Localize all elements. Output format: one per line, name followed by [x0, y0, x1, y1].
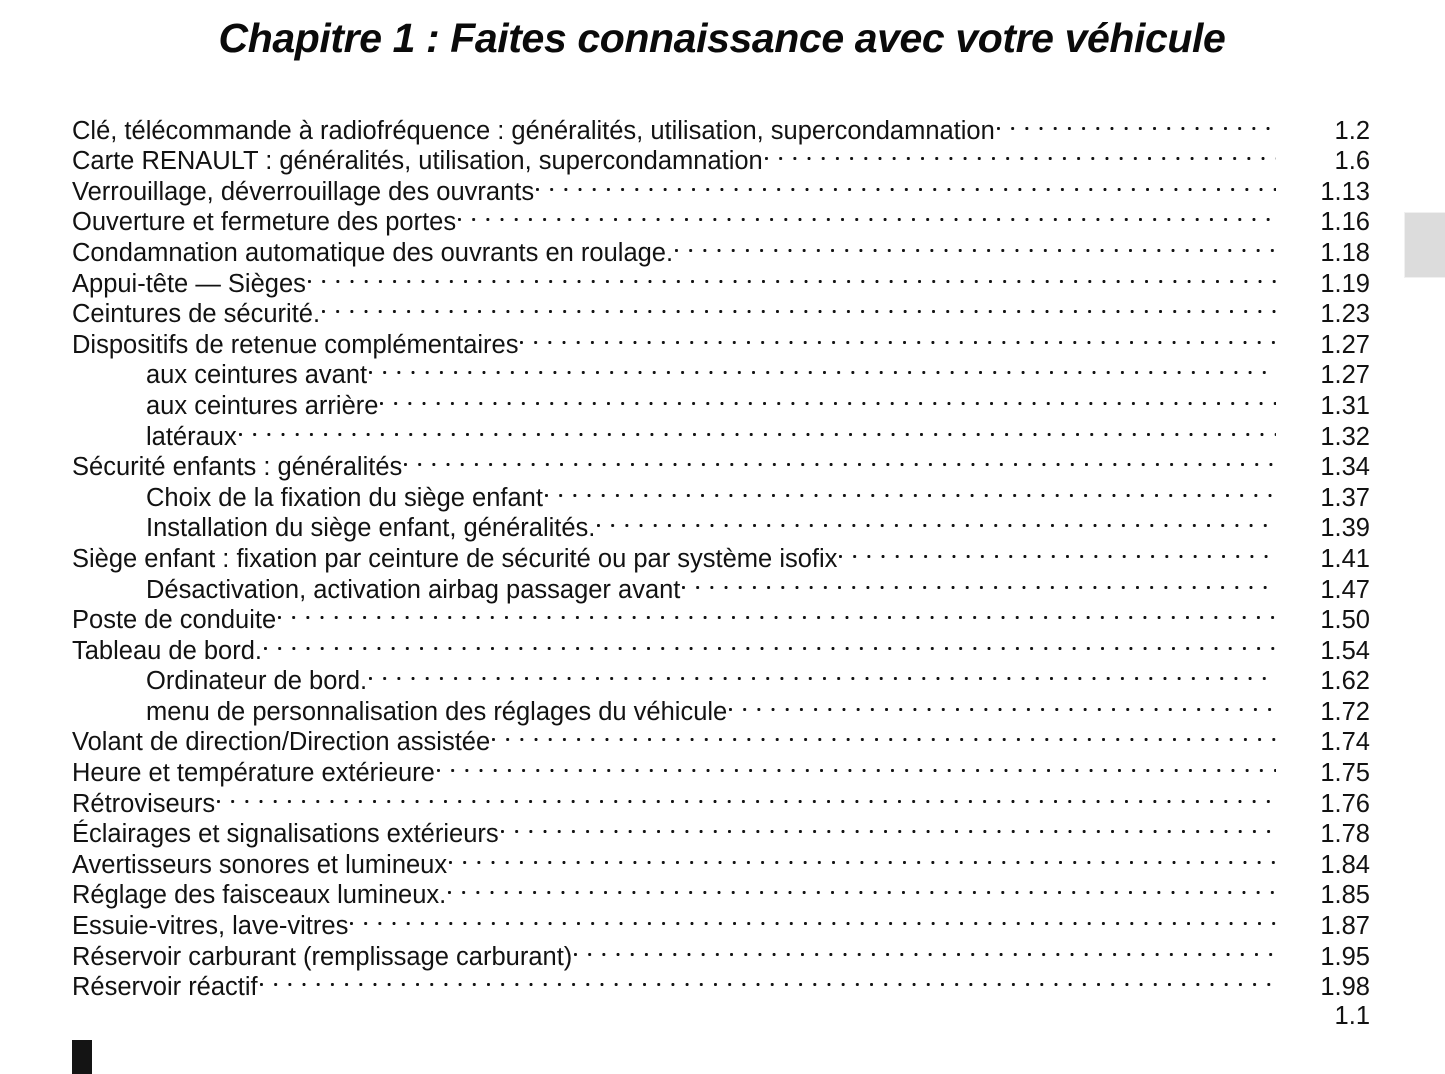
- toc-entry[interactable]: [72, 108, 1370, 145]
- toc-entry-label: Siège enfant : fixation par ceinture de sécurité ou par système isofix: [72, 544, 838, 573]
- toc-entry-label: Ceintures de sécurité.: [72, 300, 321, 329]
- toc-leader-dots: [574, 934, 1276, 965]
- toc-entry-page-number: 1.54: [1320, 636, 1370, 665]
- toc-entry-label: menu de personnalisation des réglages du véhicule: [146, 697, 728, 726]
- toc-entry[interactable]: [72, 445, 1370, 482]
- toc-entry[interactable]: [72, 781, 1370, 818]
- toc-leader-dots: [997, 108, 1276, 139]
- toc-entry-label: Installation du siège enfant, généralités.: [146, 514, 596, 543]
- toc-entry-label: aux ceintures arrière: [146, 391, 379, 420]
- toc-leader-dots: [839, 536, 1276, 567]
- toc-leader-dots: [449, 842, 1276, 873]
- chapter-thumb-tab: [1404, 212, 1445, 278]
- toc-entry-label: Désactivation, activation airbag passager avant: [146, 575, 681, 604]
- toc-leader-dots: [765, 139, 1276, 170]
- toc-leader-dots: [369, 659, 1276, 690]
- toc-leader-dots: [217, 781, 1276, 812]
- toc-entry-label: Choix de la fixation du siège enfant: [146, 483, 543, 512]
- toc-entry-page-number: 1.23: [1320, 300, 1370, 329]
- toc-entry-page-number: 1.32: [1320, 422, 1370, 451]
- toc-entry-page-number: 1.16: [1320, 208, 1370, 237]
- toc-leader-dots: [350, 903, 1276, 934]
- toc-entry-label: Réservoir réactif: [72, 973, 258, 1002]
- toc-leader-dots: [597, 506, 1276, 537]
- toc-entry-label: Verrouillage, déverrouillage des ouvrants: [72, 177, 535, 206]
- toc-entry-page-number: 1.2: [1334, 116, 1370, 145]
- toc-leader-dots: [675, 230, 1276, 261]
- toc-entry-label: Poste de conduite: [72, 606, 277, 635]
- toc-leader-dots: [404, 445, 1276, 476]
- toc-leader-dots: [458, 200, 1276, 231]
- toc-leader-dots: [545, 475, 1276, 506]
- toc-entry-label: Tableau de bord.: [72, 636, 262, 665]
- toc-leader-dots: [278, 598, 1276, 629]
- toc-entry-page-number: 1.39: [1320, 514, 1370, 543]
- toc-entry-page-number: 1.47: [1320, 575, 1370, 604]
- toc-leader-dots: [322, 292, 1276, 323]
- toc-entry-page-number: 1.74: [1320, 728, 1370, 757]
- toc-entry-label: Ouverture et fermeture des portes: [72, 208, 457, 237]
- toc-entry-label: Rétroviseurs: [72, 789, 216, 818]
- toc-entry-page-number: 1.13: [1320, 177, 1370, 206]
- toc-leader-dots: [437, 750, 1276, 781]
- toc-entry-page-number: 1.78: [1320, 820, 1370, 849]
- toc-entry-page-number: 1.62: [1320, 667, 1370, 696]
- toc-leader-dots: [260, 965, 1276, 996]
- toc-leader-dots: [520, 322, 1276, 353]
- toc-entry-page-number: 1.84: [1320, 850, 1370, 879]
- toc-entry-page-number: 1.95: [1320, 942, 1370, 971]
- toc-entry-page-number: 1.37: [1320, 483, 1370, 512]
- toc-leader-dots: [308, 261, 1276, 292]
- toc-entry[interactable]: [72, 414, 1370, 451]
- toc-entry-label: Éclairages et signalisations extérieurs: [72, 820, 499, 849]
- toc-entry-page-number: 1.18: [1320, 238, 1370, 267]
- toc-entry-label: Heure et température extérieure: [72, 759, 435, 788]
- toc-entry-page-number: 1.6: [1334, 147, 1370, 176]
- toc-leader-dots: [239, 414, 1276, 445]
- toc-entry-label: latéraux: [146, 422, 237, 451]
- toc-entry-page-number: 1.27: [1320, 361, 1370, 390]
- toc-entry-label: Ordinateur de bord.: [146, 667, 368, 696]
- toc-entry-label: Réglage des faisceaux lumineux.: [72, 881, 447, 910]
- toc-entry[interactable]: [72, 659, 1370, 696]
- toc-leader-dots: [448, 873, 1276, 904]
- toc-entry-page-number: 1.27: [1320, 330, 1370, 359]
- toc-leader-dots: [501, 812, 1276, 843]
- toc-entry-page-number: 1.98: [1320, 973, 1370, 1002]
- toc-leader-dots: [369, 353, 1276, 384]
- toc-entry-label: aux ceintures avant: [146, 361, 368, 390]
- toc-entry[interactable]: [72, 812, 1370, 849]
- toc-leader-dots: [264, 628, 1276, 659]
- toc-entry-label: Essuie-vitres, lave-vitres: [72, 912, 349, 941]
- toc-leader-dots: [492, 720, 1276, 751]
- toc-entry[interactable]: [72, 965, 1370, 1002]
- toc-entry[interactable]: [72, 628, 1370, 665]
- chapter-corner-marker: [72, 1040, 92, 1074]
- toc-entry-page-number: 1.41: [1320, 544, 1370, 573]
- toc-entry-label: Condamnation automatique des ouvrants en roulage.: [72, 238, 674, 267]
- toc-entry-label: Réservoir carburant (remplissage carburant): [72, 942, 573, 971]
- toc-entry-page-number: 1.34: [1320, 453, 1370, 482]
- toc-leader-dots: [536, 169, 1276, 200]
- toc-entry-label: Carte RENAULT : généralités, utilisation, supercondamnation: [72, 147, 763, 176]
- toc-leader-dots: [380, 383, 1276, 414]
- toc-entry-label: Volant de direction/Direction assistée: [72, 728, 491, 757]
- toc-entry-label: Appui-tête — Sièges: [72, 269, 306, 298]
- table-of-contents: [72, 108, 1370, 1002]
- toc-entry-page-number: 1.75: [1320, 759, 1370, 788]
- toc-entry-label: Sécurité enfants : généralités: [72, 453, 403, 482]
- toc-entry-label: Clé, télécommande à radiofréquence : généralités, utilisation, supercondamnation: [72, 116, 995, 145]
- toc-entry-page-number: 1.76: [1320, 789, 1370, 818]
- footer-page-number: 1.1: [1334, 1002, 1370, 1030]
- toc-entry-page-number: 1.72: [1320, 697, 1370, 726]
- toc-entry-label: Avertisseurs sonores et lumineux: [72, 850, 448, 879]
- toc-entry-label: Dispositifs de retenue complémentaires: [72, 330, 519, 359]
- toc-entry-page-number: 1.31: [1320, 391, 1370, 420]
- page-title: Chapitre 1 : Faites connaissance avec votre véhicule: [218, 15, 1226, 61]
- toc-entry-page-number: 1.87: [1320, 912, 1370, 941]
- toc-entry-page-number: 1.85: [1320, 881, 1370, 910]
- toc-leader-dots: [682, 567, 1276, 598]
- toc-entry-page-number: 1.50: [1320, 606, 1370, 635]
- toc-leader-dots: [729, 689, 1276, 720]
- toc-entry-page-number: 1.19: [1320, 269, 1370, 298]
